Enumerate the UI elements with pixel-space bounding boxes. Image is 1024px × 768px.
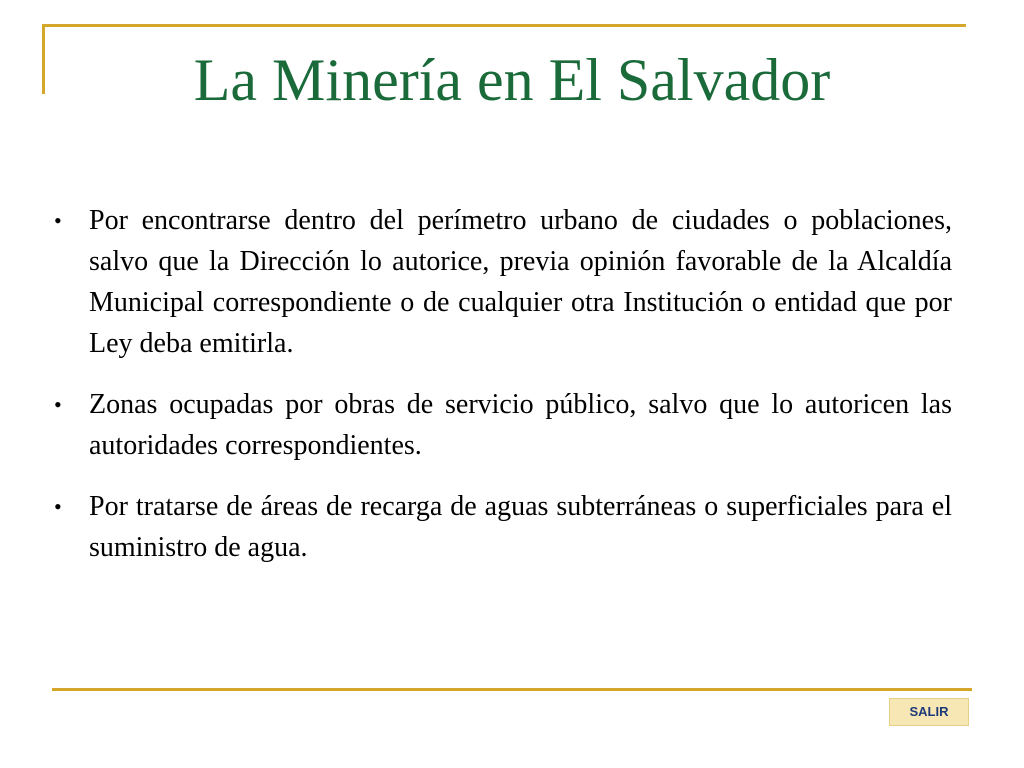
bullet-text: Por tratarse de áreas de recarga de aguas subterráneas o superficiales para el suministro de agua.: [89, 491, 952, 563]
bullet-text: Por encontrarse dentro del perímetro urbano de ciudades o poblaciones, salvo que la Dirección lo autorice, previa opinión favorable de la Alcaldía Municipal correspondiente o de cualquier otra Institución o entidad que por Ley deba emitirla.: [89, 205, 952, 359]
bullet-item: [52, 486, 952, 568]
exit-button[interactable]: SALIR: [889, 698, 969, 726]
slide-title: La Minería en El Salvador: [193, 47, 831, 113]
bullet-list: [52, 200, 952, 588]
bullet-icon: •: [54, 392, 62, 417]
frame-top-line: [42, 24, 966, 27]
bullet-text: Zonas ocupadas por obras de servicio público, salvo que lo autoricen las autoridades correspondientes.: [89, 389, 952, 461]
bullet-item: [52, 384, 952, 466]
bullet-icon: •: [54, 208, 62, 233]
bullet-item: [52, 200, 952, 364]
bullet-icon: •: [54, 494, 62, 519]
footer-divider: [52, 688, 972, 691]
